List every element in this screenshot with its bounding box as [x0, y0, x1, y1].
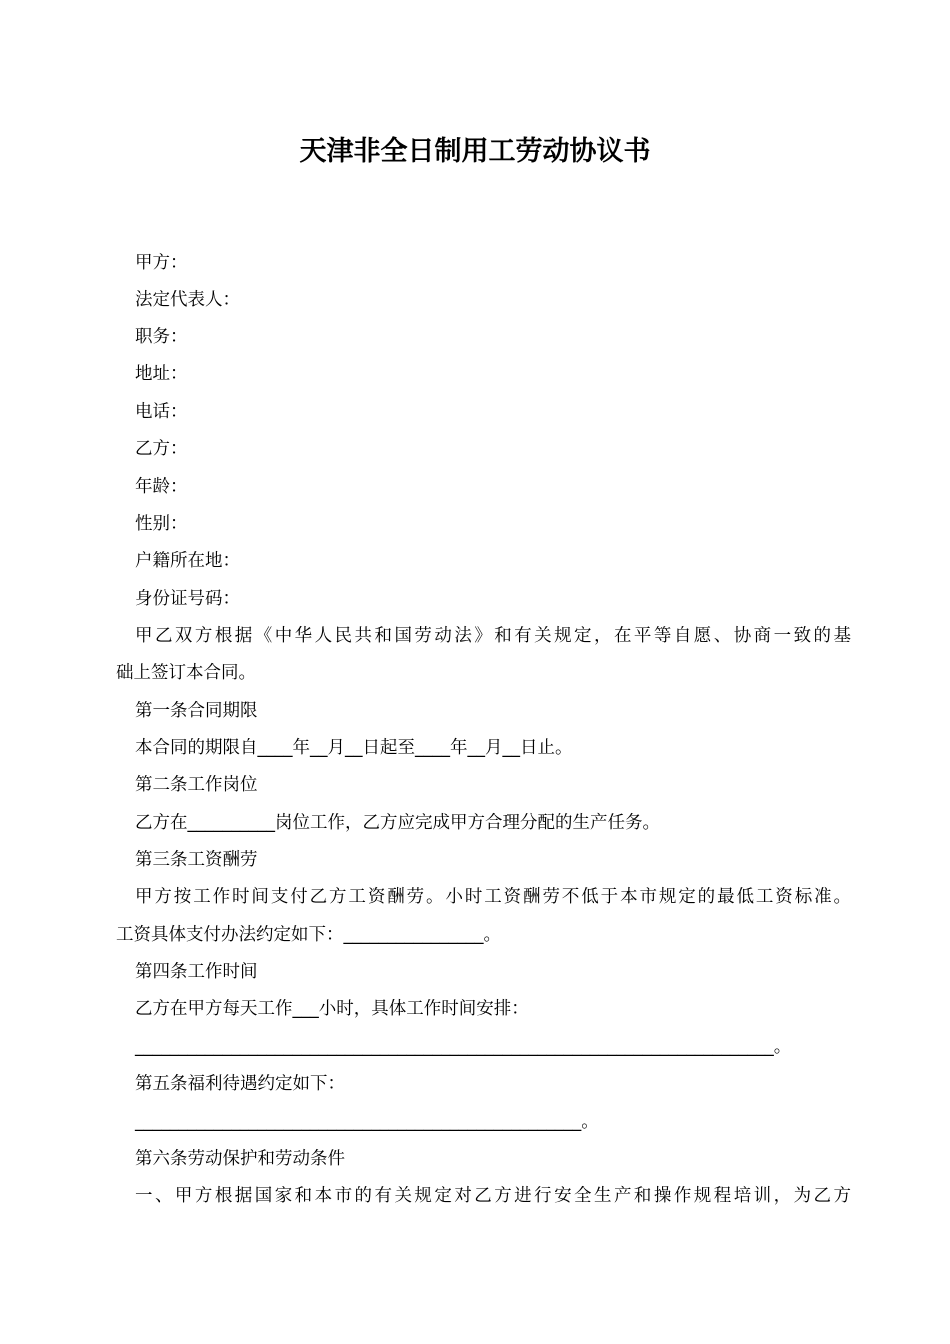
- article-4-text: 乙方在甲方每天工作___小时，具体工作时间安排：: [135, 999, 529, 1019]
- position-label: 职务：: [135, 327, 188, 347]
- article-2-text: 乙方在__________岗位工作，乙方应完成甲方合理分配的生产任务。: [135, 813, 660, 833]
- article-3-heading: 第三条工资酬劳: [135, 850, 258, 870]
- legal-representative-label: 法定代表人：: [135, 290, 240, 310]
- id-number-label: 身份证号码：: [135, 589, 240, 609]
- party-a-label: 甲方：: [135, 253, 188, 273]
- article-2-heading: 第二条工作岗位: [135, 775, 258, 795]
- article-3-text-line-2: 工资具体支付办法约定如下：________________。: [116, 925, 501, 945]
- article-1-text: 本合同的期限自____年__月__日起至____年__月__日止。: [135, 738, 573, 758]
- phone-label: 电话：: [135, 402, 188, 422]
- preamble-paragraph-line-2: 础上签订本合同。: [116, 663, 256, 683]
- article-6-heading: 第六条劳动保护和劳动条件: [135, 1149, 345, 1169]
- document-title: 天津非全日制用工劳动协议书: [299, 136, 651, 167]
- age-label: 年龄：: [135, 477, 188, 497]
- gender-label: 性别：: [135, 514, 188, 534]
- address-label: 地址：: [135, 364, 188, 384]
- party-b-label: 乙方：: [135, 439, 188, 459]
- household-registration-label: 户籍所在地：: [135, 551, 240, 571]
- article-1-heading: 第一条合同期限: [135, 701, 258, 721]
- article-6-clause-1: 一、甲方根据国家和本市的有关规定对乙方进行安全生产和操作规程培训，为乙方: [135, 1186, 851, 1206]
- article-4-blank-line: _________________________________________________________________________。: [135, 1037, 792, 1057]
- article-5-blank-line: ___________________________________________________。: [135, 1112, 599, 1132]
- preamble-paragraph-line-1: 甲乙双方根据《中华人民共和国劳动法》和有关规定，在平等自愿、协商一致的基: [135, 626, 851, 646]
- article-3-text-line-1: 甲方按工作时间支付乙方工资酬劳。小时工资酬劳不低于本市规定的最低工资标准。: [135, 887, 851, 907]
- article-4-heading: 第四条工作时间: [135, 962, 258, 982]
- article-5-heading: 第五条福利待遇约定如下：: [135, 1074, 345, 1094]
